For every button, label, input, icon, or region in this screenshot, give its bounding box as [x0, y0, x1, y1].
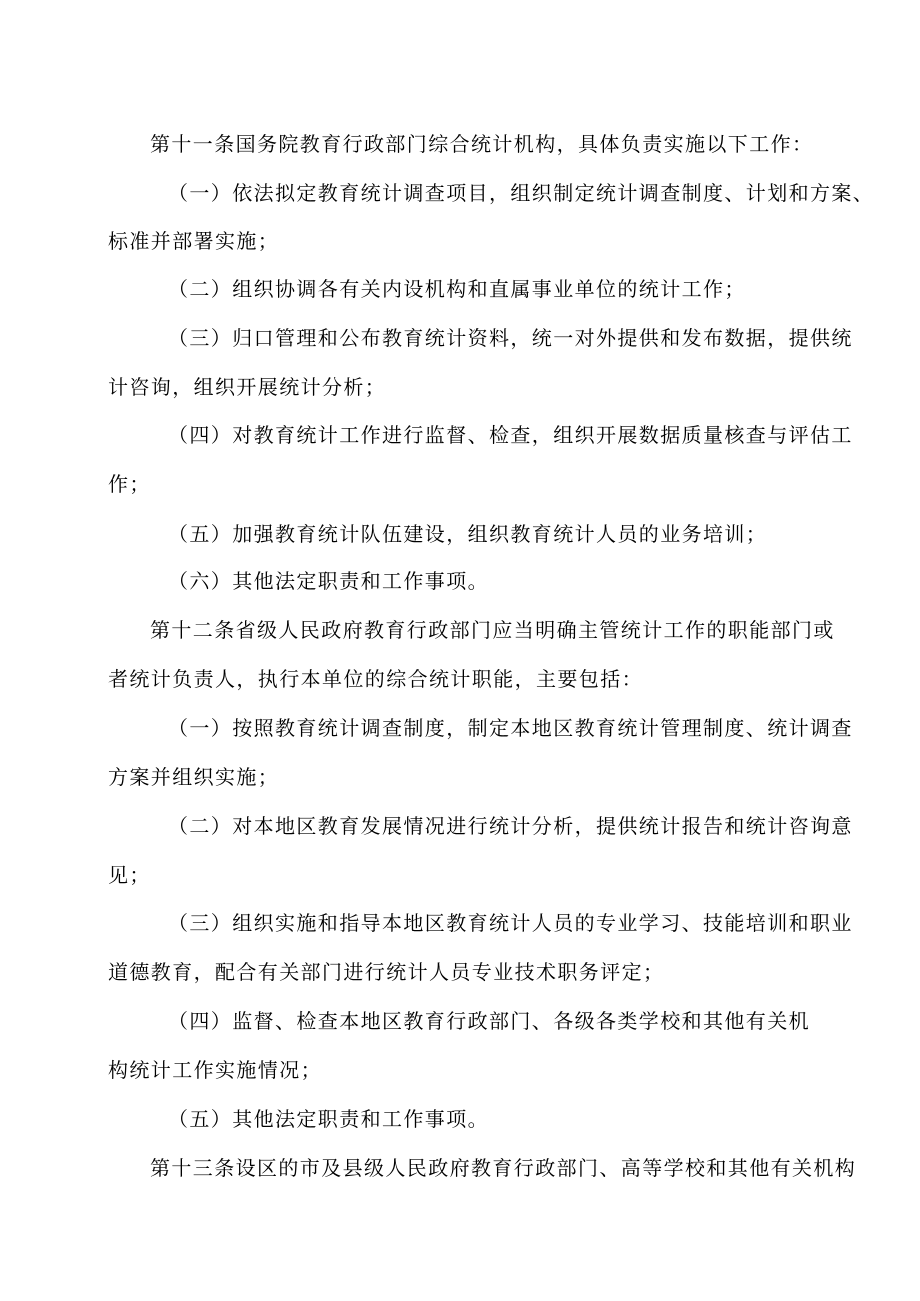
article-11-item-2: （二）组织协调各有关内设机构和直属事业单位的统计工作； [168, 277, 746, 301]
article-11-item-6: （六）其他法定职责和工作事项。 [168, 569, 489, 593]
article-12-heading-line2: 者统计负责人，执行本单位的综合统计职能，主要包括： [108, 667, 643, 691]
article-12-item-2-line2: 见； [108, 863, 151, 887]
article-11-heading: 第十一条国务院教育行政部门综合统计机构，具体负责实施以下工作： [150, 132, 814, 156]
article-12-item-4-line2: 构统计工作实施情况； [108, 1058, 322, 1082]
article-12-heading-line1: 第十二条省级人民政府教育行政部门应当明确主管统计工作的职能部门或 [150, 618, 835, 642]
article-11-item-5: （五）加强教育统计队伍建设，组织教育统计人员的业务培训； [168, 522, 768, 546]
article-11-item-3-line2: 计咨询，组织开展统计分析； [108, 375, 387, 399]
article-11-item-1-line2: 标准并部署实施； [108, 229, 280, 253]
article-12-item-5: （五）其他法定职责和工作事项。 [168, 1107, 489, 1131]
article-12-item-2-line1: （二）对本地区教育发展情况进行统计分析，提供统计报告和统计咨询意 [168, 814, 853, 838]
article-12-item-4-line1: （四）监督、检查本地区教育行政部门、各级各类学校和其他有关机 [168, 1009, 810, 1033]
article-11-item-4-line1: （四）对教育统计工作进行监督、检查，组织开展数据质量核查与评估工 [168, 423, 853, 447]
article-11-item-3-line1: （三）归口管理和公布教育统计资料，统一对外提供和发布数据，提供统 [168, 326, 853, 350]
article-12-item-1-line2: 方案并组织实施； [108, 765, 280, 789]
article-13-heading: 第十三条设区的市及县级人民政府教育行政部门、高等学校和其他有关机构 [150, 1156, 857, 1180]
article-11-item-4-line2: 作； [108, 472, 151, 496]
article-12-item-1-line1: （一）按照教育统计调查制度，制定本地区教育统计管理制度、统计调查 [168, 716, 853, 740]
article-12-item-3-line1: （三）组织实施和指导本地区教育统计人员的专业学习、技能培训和职业 [168, 911, 853, 935]
article-11-item-1-line1: （一）依法拟定教育统计调查项目，组织制定统计调查制度、计划和方案、 [168, 181, 875, 205]
article-12-item-3-line2: 道德教育，配合有关部门进行统计人员专业技术职务评定； [108, 960, 665, 984]
